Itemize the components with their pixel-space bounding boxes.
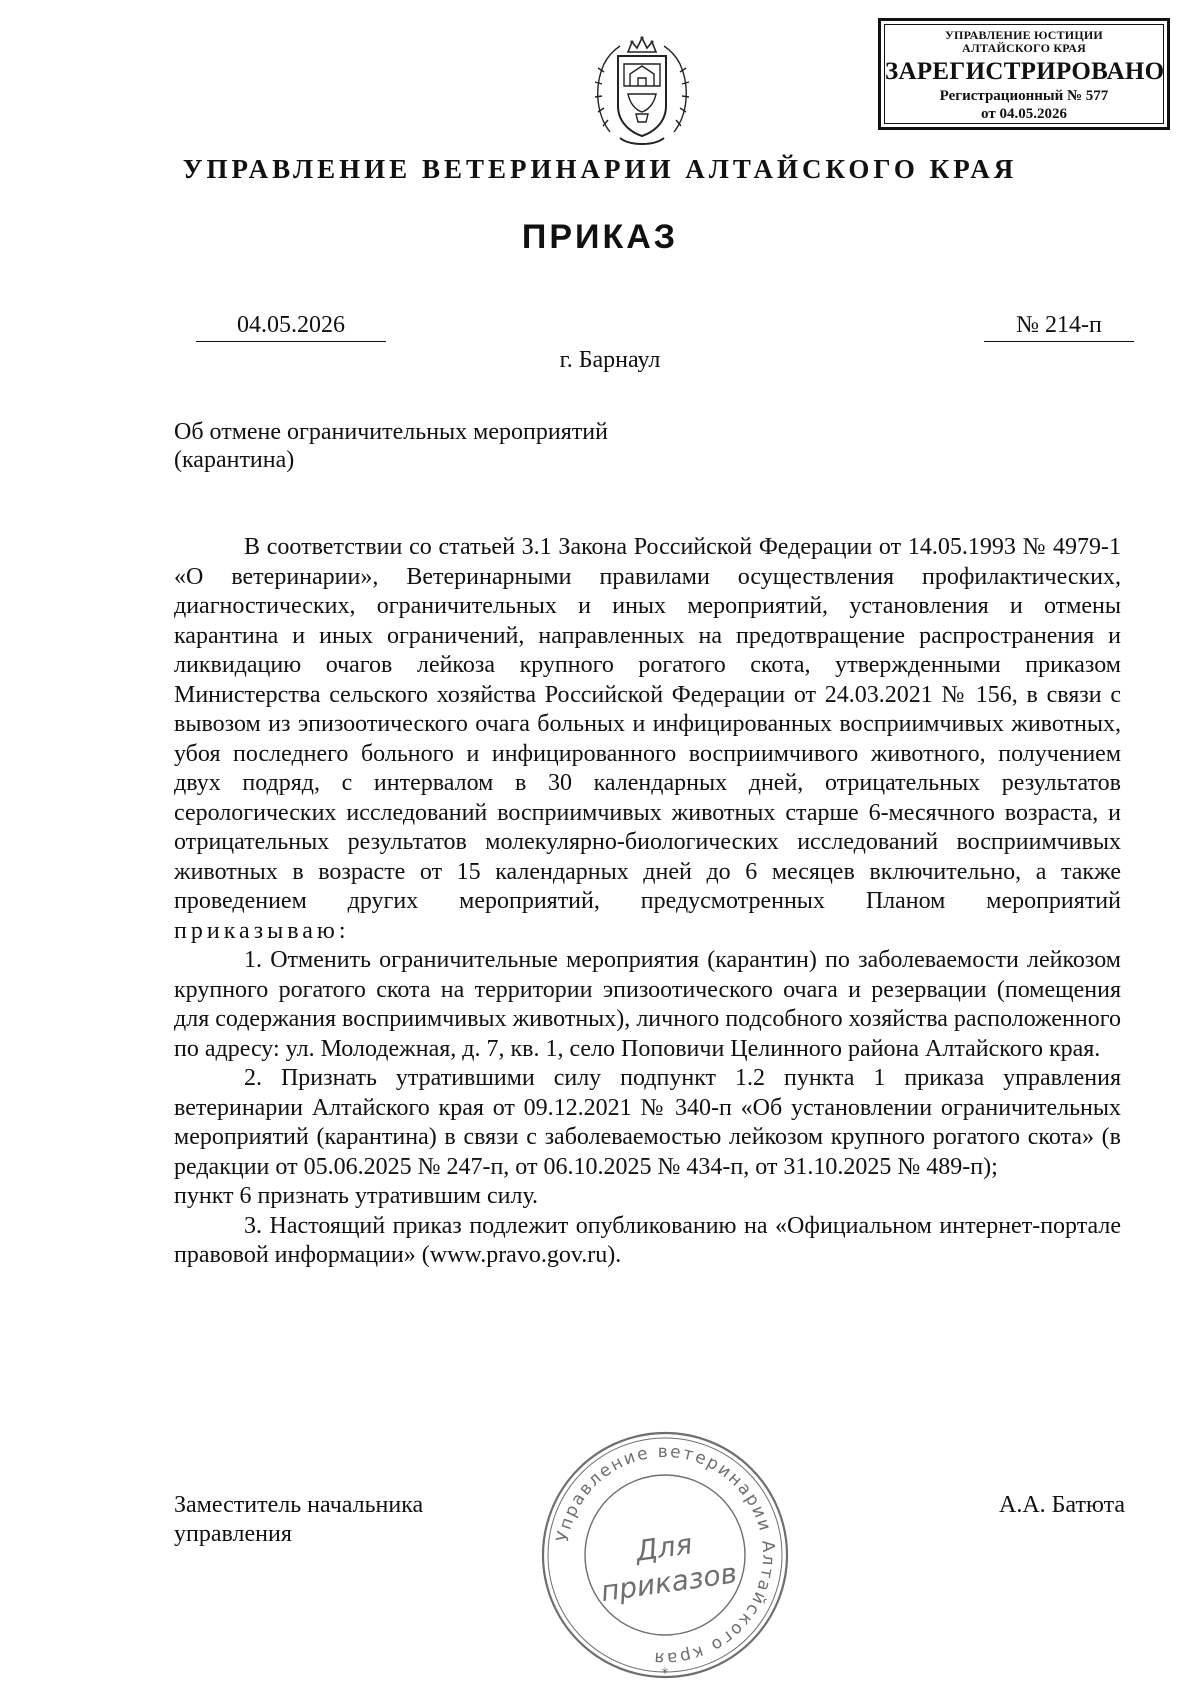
item-2-continuation: пункт 6 признать утратившим силу. xyxy=(174,1183,539,1209)
subject-line2: (карантина) xyxy=(174,447,295,473)
registration-authority-line1: УПРАВЛЕНИЕ ЮСТИЦИИ xyxy=(945,28,1103,42)
organization-name: УПРАВЛЕНИЕ ВЕТЕРИНАРИИ АЛТАЙСКОГО КРАЯ xyxy=(182,154,1018,184)
coat-of-arms-emblem xyxy=(590,34,694,152)
document-type: ПРИКАЗ xyxy=(521,218,679,256)
seal-star-icon: * xyxy=(661,1666,669,1682)
preamble-paragraph xyxy=(174,533,1121,946)
subject-line1: Об отмене ограничительных мероприятий xyxy=(174,419,608,445)
signatory-position-line2: управления xyxy=(174,1521,292,1547)
seal-ring-text: Управление ветеринарии Алтайского края xyxy=(552,1441,779,1669)
order-word: приказываю: xyxy=(174,917,350,944)
document-subject xyxy=(174,418,734,474)
document-number: № 214-п xyxy=(984,309,1134,342)
registration-stamp xyxy=(878,18,1170,130)
item-1-paragraph: 1. Отменить ограничительные мероприятия (карантин) по заболеваемости лейкозом крупного рогатого скота на территории эпизоотического очага и резервации (помещения для содержания восприимчивых животных), личного подсобного хозяйства расположенного по адресу: ул. Молодежная, д. 7, кв. 1, село Поповичи Целинного района Алтайского края. xyxy=(174,947,1121,1062)
signatory-position xyxy=(174,1491,494,1549)
signatory-name: А.А. Батюта xyxy=(998,1492,1125,1518)
registration-authority-line2: АЛТАЙСКОГО КРАЯ xyxy=(962,41,1086,55)
signatory-position-line1: Заместитель начальника xyxy=(174,1492,424,1518)
document-city: г. Барнаул xyxy=(559,347,661,373)
registration-stamp-inner xyxy=(884,24,1164,124)
preamble-text: В соответствии со статьей 3.1 Закона Российской Федерации от 14.05.1993 № 4979-1 «О ветеринарии», Ветеринарными правилами осуществления профилактических, диагностических, ограничительных и иных мероприятий, установления и отмены карантина и иных ограничений, направленных на предотвращение распространения и ликвидацию очагов лейкоза крупного рогатого скота, утвержденными приказом Министерства сельского хозяйства Российской Федерации от 24.03.2021 № 156, в связи с вывозом из эпизоотического очага больных и инфицированных восприимчивых животных, убоя последнего больного и инфицированного восприимчивого животного, получением двух подряд, с интервалом в 30 календарных дней, отрицательных результатов серологических исследований восприимчивых животных старше 6-месячного возраста, и отрицательных результатов молекулярно-биологических исследований восприимчивых животных в возрасте от 15 календарных дней до 6 месяцев включительно, а также проведением других мероприятий, предусмотренных Планом мероприятий xyxy=(174,534,1121,914)
seal-center-line1: Для xyxy=(633,1527,695,1568)
document-body xyxy=(174,533,1121,1271)
registration-status: ЗАРЕГИСТРИРОВАНО xyxy=(885,58,1165,85)
round-seal xyxy=(530,1420,800,1690)
registration-number: Регистрационный № 577 xyxy=(939,88,1109,104)
document-date: 04.05.2026 xyxy=(196,309,386,342)
seal-center-line2: приказов xyxy=(598,1556,739,1609)
registration-date: от 04.05.2026 xyxy=(981,106,1067,122)
item-3-paragraph: 3. Настоящий приказ подлежит опубликованию на «Официальном интернет-портале правовой информации» (www.pravo.gov.ru). xyxy=(174,1212,1121,1268)
item-2-paragraph: 2. Признать утратившими силу подпункт 1.2 пункта 1 приказа управления ветеринарии Алтайского края от 09.12.2021 № 340-п «Об установлении ограничительных мероприятий (карантина) в связи с заболеваемостью лейкозом крупного рогатого скота» (в редакции от 05.06.2025 № 247-п, от 06.10.2025 № 434-п, от 31.10.2025 № 489-п); xyxy=(174,1065,1121,1180)
